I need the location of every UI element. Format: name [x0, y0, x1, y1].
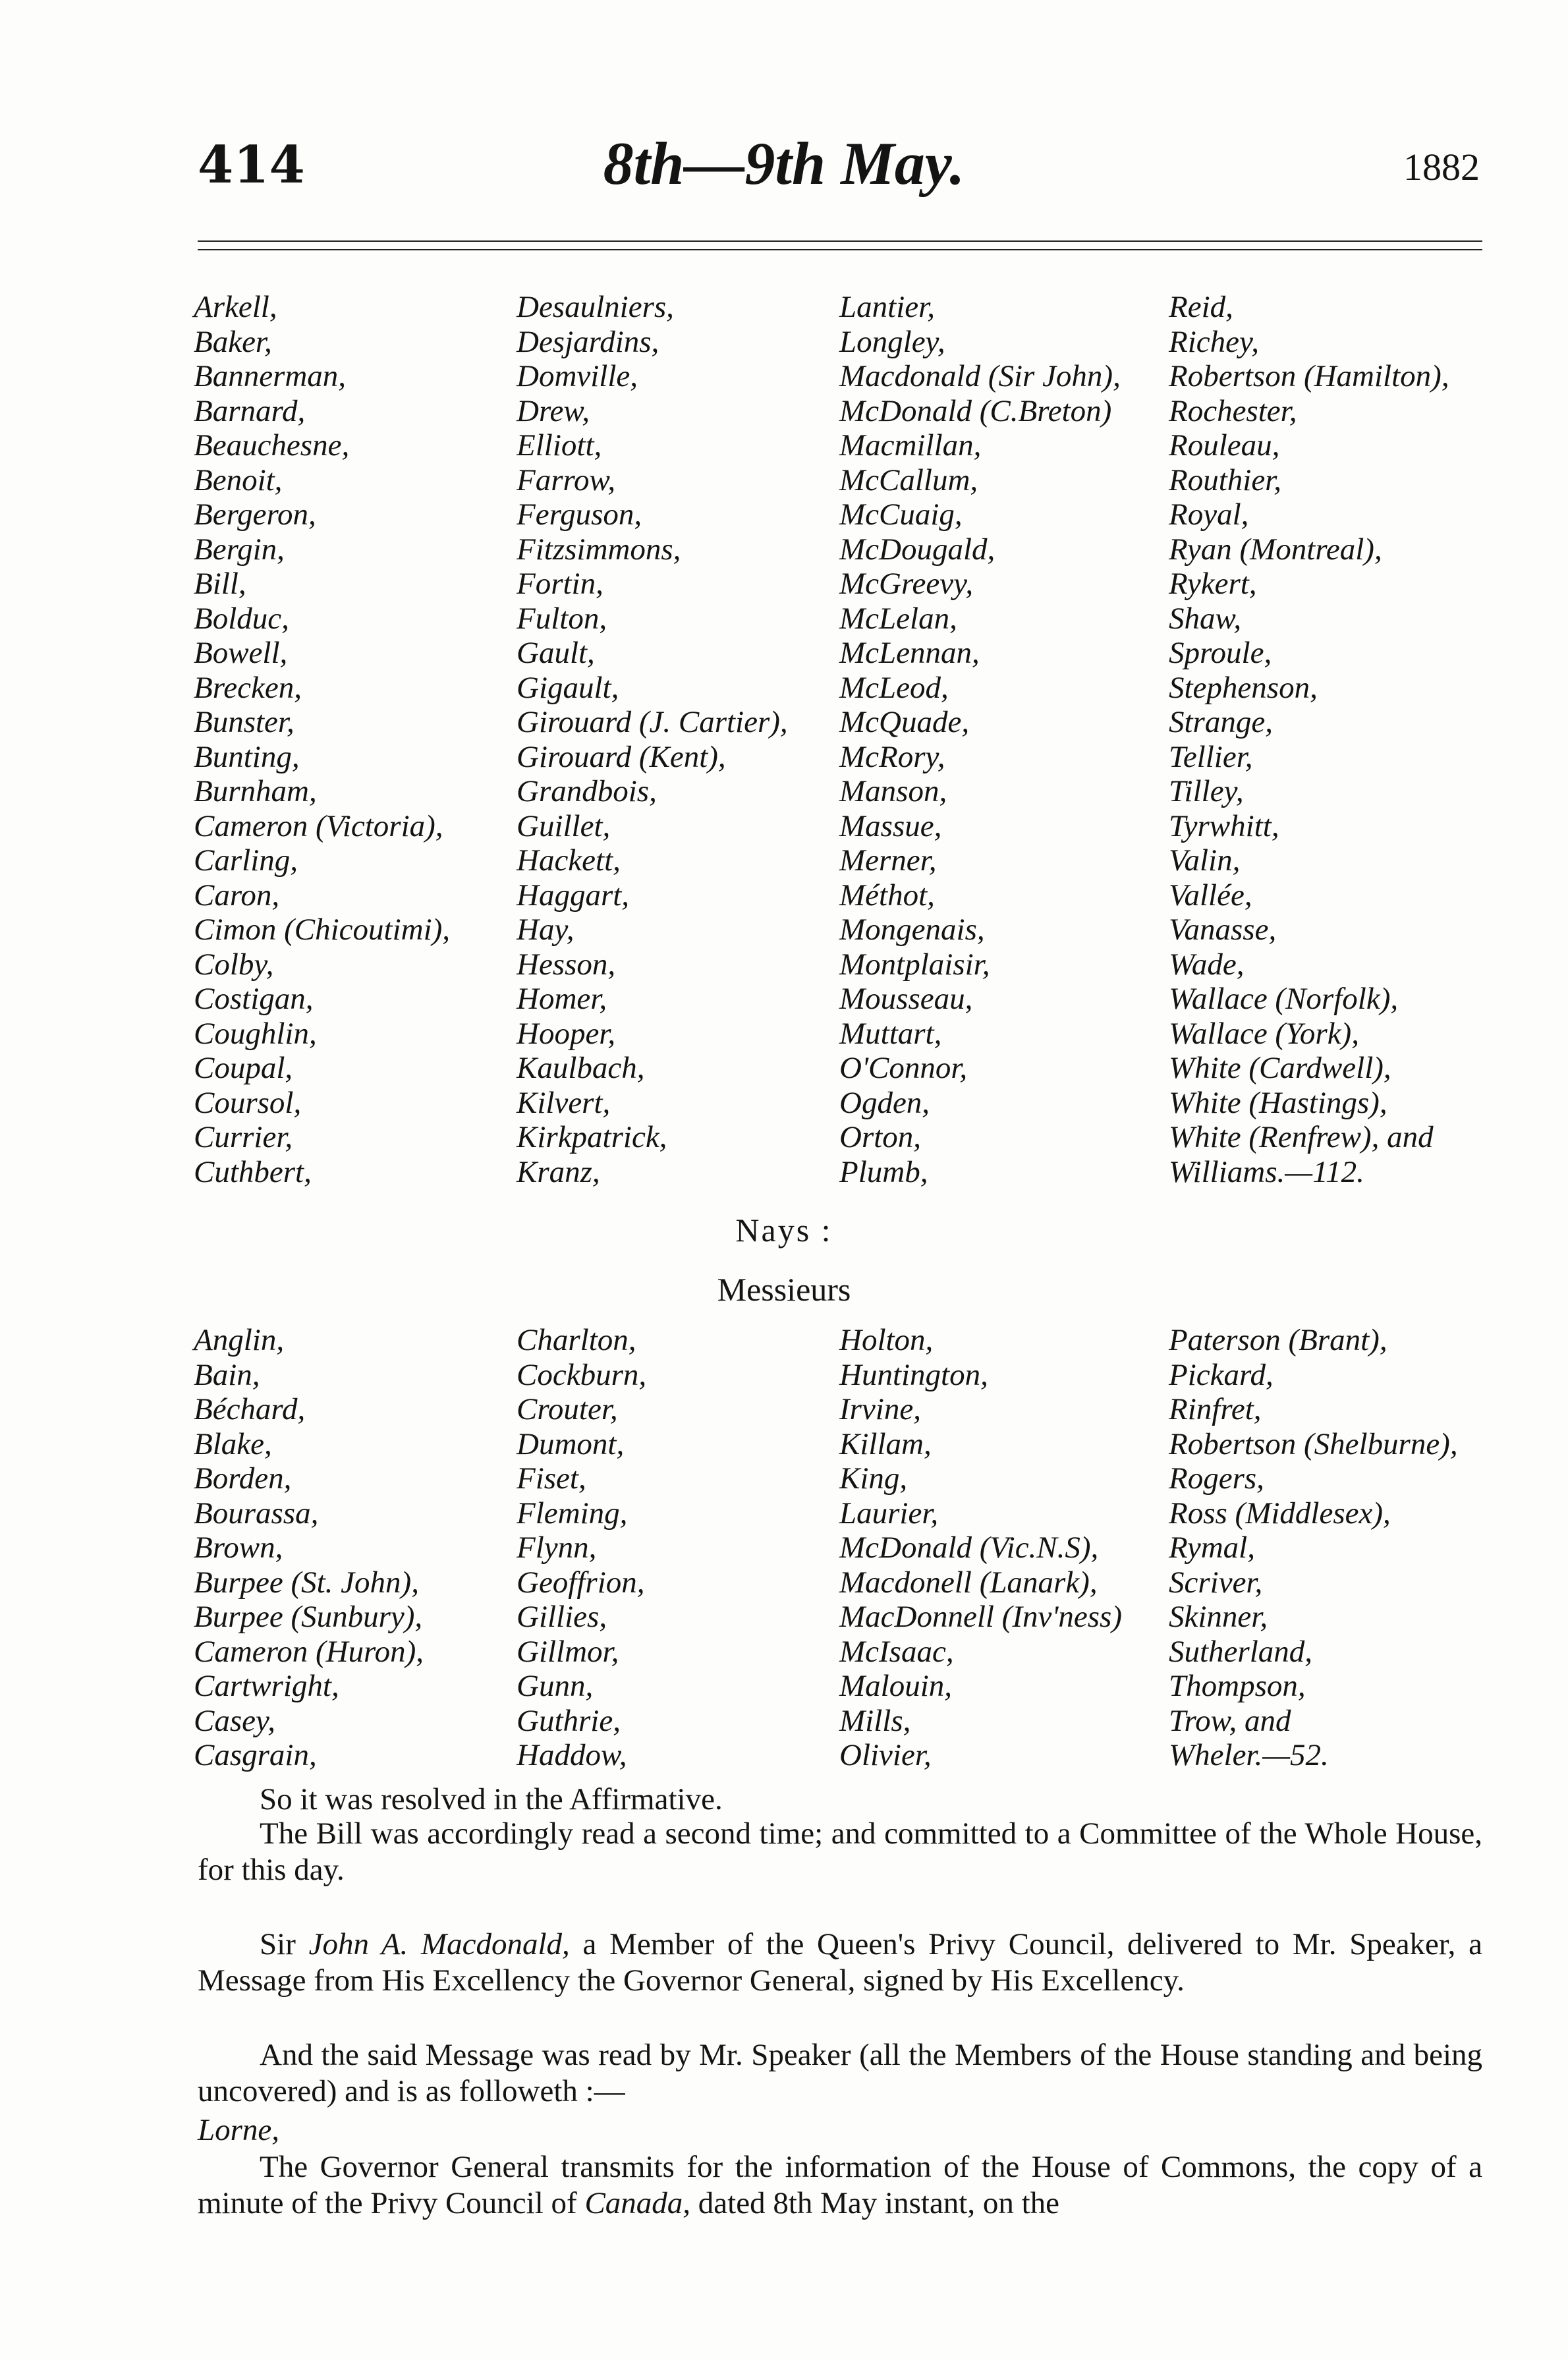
- member-name: McQuade,: [839, 705, 970, 739]
- member-name: Pickard,: [1169, 1357, 1274, 1392]
- member-name: Geoffrion,: [517, 1565, 645, 1600]
- member-name: Carling,: [194, 843, 298, 878]
- member-name: Girouard (Kent),: [517, 739, 726, 774]
- member-name: Barnard,: [194, 393, 306, 428]
- nays-column: [517, 1323, 839, 1773]
- member-name: Ryan (Montreal),: [1169, 532, 1382, 567]
- member-name: Anglin,: [194, 1323, 285, 1357]
- member-name: Beauchesne,: [194, 428, 350, 463]
- member-name: Holton,: [839, 1323, 934, 1357]
- member-name: Mills,: [839, 1703, 911, 1738]
- read-paragraph: And the said Message was read by Mr. Speaker (all the Members of the House standing and being uncovered) and is as followeth :—: [198, 2038, 1482, 2108]
- member-name: Baker,: [194, 324, 272, 359]
- member-name: Mongenais,: [839, 913, 985, 947]
- member-name: Rykert,: [1169, 567, 1257, 601]
- member-name: Malouin,: [839, 1669, 953, 1703]
- member-name: Fiset,: [517, 1461, 586, 1496]
- member-name: Desaulniers,: [517, 290, 674, 324]
- member-name: Valin,: [1169, 843, 1241, 878]
- member-name: Crouter,: [517, 1392, 618, 1426]
- member-name: Guillet,: [517, 808, 611, 843]
- member-name: Olivier,: [839, 1738, 932, 1772]
- member-name: Coursol,: [194, 1085, 302, 1120]
- member-name: Méthot,: [839, 878, 935, 913]
- bill-paragraph: The Bill was accordingly read a second time; and committed to a Committee of the Whole House, for this day.: [198, 1816, 1482, 1887]
- member-name: Macdonell (Lanark),: [839, 1565, 1098, 1600]
- member-name: Plumb,: [839, 1154, 928, 1189]
- member-name: White (Cardwell),: [1169, 1051, 1391, 1085]
- member-name: McDonald (Vic.N.S),: [839, 1531, 1099, 1565]
- member-name: Paterson (Brant),: [1169, 1323, 1387, 1357]
- member-name: Rymal,: [1169, 1531, 1255, 1565]
- member-name: Lantier,: [839, 290, 935, 324]
- member-name: Bolduc,: [194, 601, 289, 636]
- member-name: Royal,: [1169, 497, 1249, 532]
- member-name: Routhier,: [1169, 463, 1282, 497]
- page-title: 8th—9th May.: [603, 130, 965, 197]
- member-name: Desjardins,: [517, 324, 659, 359]
- member-name: Kranz,: [517, 1154, 600, 1189]
- member-name: Cameron (Huron),: [194, 1634, 424, 1669]
- yeas-column: [839, 290, 1169, 1189]
- member-name: Bergin,: [194, 532, 285, 567]
- member-name: Sutherland,: [1169, 1634, 1313, 1669]
- member-name: Williams.—112.: [1169, 1154, 1364, 1189]
- member-name: Huntington,: [839, 1357, 988, 1392]
- member-name: Charlton,: [517, 1323, 636, 1357]
- member-name: Manson,: [839, 774, 947, 808]
- member-name: Hooper,: [517, 1016, 616, 1051]
- member-name: Burpee (St. John),: [194, 1565, 419, 1600]
- member-name: Fulton,: [517, 601, 607, 636]
- member-name: Fitzsimmons,: [517, 532, 681, 567]
- member-name: Wade,: [1169, 947, 1245, 982]
- member-name: Scriver,: [1169, 1565, 1263, 1600]
- member-name: Tyrwhitt,: [1169, 808, 1279, 843]
- member-name: Ogden,: [839, 1085, 930, 1120]
- member-name: Domville,: [517, 359, 638, 393]
- member-name: Guthrie,: [517, 1703, 621, 1738]
- member-name: Fleming,: [517, 1496, 628, 1531]
- member-name: Macmillan,: [839, 428, 982, 463]
- yeas-list: [194, 290, 1511, 1189]
- member-name: McDougald,: [839, 532, 995, 567]
- member-name: Cuthbert,: [194, 1154, 312, 1189]
- nays-column: [839, 1323, 1169, 1773]
- member-name: Farrow,: [517, 463, 616, 497]
- member-name: Arkell,: [194, 290, 277, 324]
- member-name: Costigan,: [194, 982, 314, 1016]
- member-name: Blake,: [194, 1426, 272, 1461]
- member-name: Bourassa,: [194, 1496, 319, 1531]
- member-name: Gunn,: [517, 1669, 594, 1703]
- member-name: Brown,: [194, 1531, 283, 1565]
- member-name: Irvine,: [839, 1392, 921, 1426]
- member-name: Bergeron,: [194, 497, 316, 532]
- member-name: Stephenson,: [1169, 670, 1318, 705]
- member-name: White (Renfrew), and: [1169, 1120, 1434, 1154]
- member-name: Longley,: [839, 324, 945, 359]
- member-name: Strange,: [1169, 705, 1273, 739]
- member-name: Orton,: [839, 1120, 922, 1154]
- member-name: Cartwright,: [194, 1669, 339, 1703]
- member-name: O'Connor,: [839, 1051, 968, 1085]
- header-rule-2: [198, 249, 1482, 250]
- member-name: McCallum,: [839, 463, 978, 497]
- member-name: McRory,: [839, 739, 945, 774]
- member-name: Bunster,: [194, 705, 294, 739]
- member-name: Haggart,: [517, 878, 630, 913]
- member-name: Dumont,: [517, 1426, 625, 1461]
- member-name: Hesson,: [517, 947, 616, 982]
- member-name: Bunting,: [194, 739, 300, 774]
- member-name: Wheler.—52.: [1169, 1738, 1329, 1772]
- member-name: White (Hastings),: [1169, 1085, 1387, 1120]
- member-name: Ross (Middlesex),: [1169, 1496, 1391, 1531]
- member-name: Bain,: [194, 1357, 260, 1392]
- member-name: Ferguson,: [517, 497, 642, 532]
- member-name: King,: [839, 1461, 908, 1496]
- member-name: Béchard,: [194, 1392, 306, 1426]
- member-name: McLeod,: [839, 670, 949, 705]
- member-name: McCuaig,: [839, 497, 963, 532]
- member-name: Gillies,: [517, 1600, 607, 1634]
- member-name: McLennan,: [839, 636, 980, 670]
- member-name: Trow, and: [1169, 1703, 1291, 1738]
- member-name: Cockburn,: [517, 1357, 647, 1392]
- member-name: Macdonald (Sir John),: [839, 359, 1121, 393]
- member-name: Skinner,: [1169, 1600, 1268, 1634]
- member-name: MacDonnell (Inv'ness): [839, 1600, 1122, 1634]
- member-name: Casey,: [194, 1703, 276, 1738]
- member-name: Muttart,: [839, 1016, 942, 1051]
- member-name: Fortin,: [517, 567, 603, 601]
- nays-column: [194, 1323, 517, 1773]
- member-name: Hackett,: [517, 843, 621, 878]
- member-name: Kirkpatrick,: [517, 1120, 667, 1154]
- member-name: Rochester,: [1169, 393, 1297, 428]
- resolved-paragraph: So it was resolved in the Affirmative.: [260, 1782, 723, 1816]
- member-name: Rinfret,: [1169, 1392, 1262, 1426]
- member-name: Flynn,: [517, 1531, 597, 1565]
- member-name: Wallace (Norfolk),: [1169, 982, 1399, 1016]
- member-name: Currier,: [194, 1120, 293, 1154]
- member-name: Burpee (Sunbury),: [194, 1600, 423, 1634]
- member-name: Coughlin,: [194, 1016, 317, 1051]
- nays-heading: Nays :: [735, 1212, 833, 1249]
- signature: Lorne,: [198, 2113, 280, 2147]
- member-name: Caron,: [194, 878, 280, 913]
- member-name: Benoit,: [194, 463, 283, 497]
- member-name: Coupal,: [194, 1051, 293, 1085]
- member-name: Homer,: [517, 982, 607, 1016]
- member-name: Vanasse,: [1169, 913, 1277, 947]
- member-name: Bill,: [194, 567, 246, 601]
- member-name: Rouleau,: [1169, 428, 1280, 463]
- transmit-paragraph: The Governor General transmits for the information of the House of Commons, the copy of a minute of the Privy Council of Canada, dated 8th May instant, on the: [198, 2150, 1482, 2220]
- nays-list: [194, 1323, 1511, 1773]
- member-name: Wallace (York),: [1169, 1016, 1359, 1051]
- member-name: Gillmor,: [517, 1634, 619, 1669]
- member-name: Haddow,: [517, 1738, 627, 1772]
- member-name: Mousseau,: [839, 982, 973, 1016]
- member-name: Massue,: [839, 808, 942, 843]
- member-name: McDonald (C.Breton): [839, 393, 1112, 428]
- page-number: 414: [198, 135, 305, 195]
- member-name: Hay,: [517, 913, 574, 947]
- header-rule: [198, 240, 1482, 242]
- member-name: Robertson (Hamilton),: [1169, 359, 1449, 393]
- member-name: Laurier,: [839, 1496, 939, 1531]
- yeas-column: [194, 290, 517, 1189]
- member-name: McLelan,: [839, 601, 957, 636]
- member-name: Cameron (Victoria),: [194, 808, 443, 843]
- member-name: Reid,: [1169, 290, 1233, 324]
- member-name: Casgrain,: [194, 1738, 317, 1772]
- member-name: Tellier,: [1169, 739, 1253, 774]
- message-paragraph: Sir John A. Macdonald, a Member of the Queen's Privy Council, delivered to Mr. Speaker, a Message from His Excellency the Governor General, signed by His Excellency.: [198, 1927, 1483, 1998]
- member-name: Thompson,: [1169, 1669, 1306, 1703]
- messieurs-heading: Messieurs: [717, 1271, 851, 1308]
- member-name: Elliott,: [517, 428, 602, 463]
- member-name: Colby,: [194, 947, 274, 982]
- member-name: Richey,: [1169, 324, 1260, 359]
- member-name: Girouard (J. Cartier),: [517, 705, 788, 739]
- member-name: Kaulbach,: [517, 1051, 645, 1085]
- member-name: Sproule,: [1169, 636, 1272, 670]
- yeas-column: [1169, 290, 1511, 1189]
- member-name: Vallée,: [1169, 878, 1252, 913]
- member-name: Killam,: [839, 1426, 932, 1461]
- member-name: McIsaac,: [839, 1634, 954, 1669]
- yeas-column: [517, 290, 839, 1189]
- member-name: Montplaisir,: [839, 947, 990, 982]
- member-name: Gigault,: [517, 670, 619, 705]
- member-name: Tilley,: [1169, 774, 1244, 808]
- member-name: Burnham,: [194, 774, 317, 808]
- member-name: Robertson (Shelburne),: [1169, 1426, 1458, 1461]
- year: 1882: [1403, 146, 1480, 188]
- member-name: Gault,: [517, 636, 595, 670]
- member-name: Drew,: [517, 393, 590, 428]
- member-name: Borden,: [194, 1461, 292, 1496]
- member-name: Cimon (Chicoutimi),: [194, 913, 451, 947]
- member-name: McGreevy,: [839, 567, 974, 601]
- member-name: Rogers,: [1169, 1461, 1264, 1496]
- member-name: Shaw,: [1169, 601, 1242, 636]
- nays-column: [1169, 1323, 1511, 1773]
- member-name: Brecken,: [194, 670, 302, 705]
- member-name: Bannerman,: [194, 359, 347, 393]
- member-name: Grandbois,: [517, 774, 657, 808]
- member-name: Merner,: [839, 843, 937, 878]
- member-name: Kilvert,: [517, 1085, 611, 1120]
- member-name: Bowell,: [194, 636, 288, 670]
